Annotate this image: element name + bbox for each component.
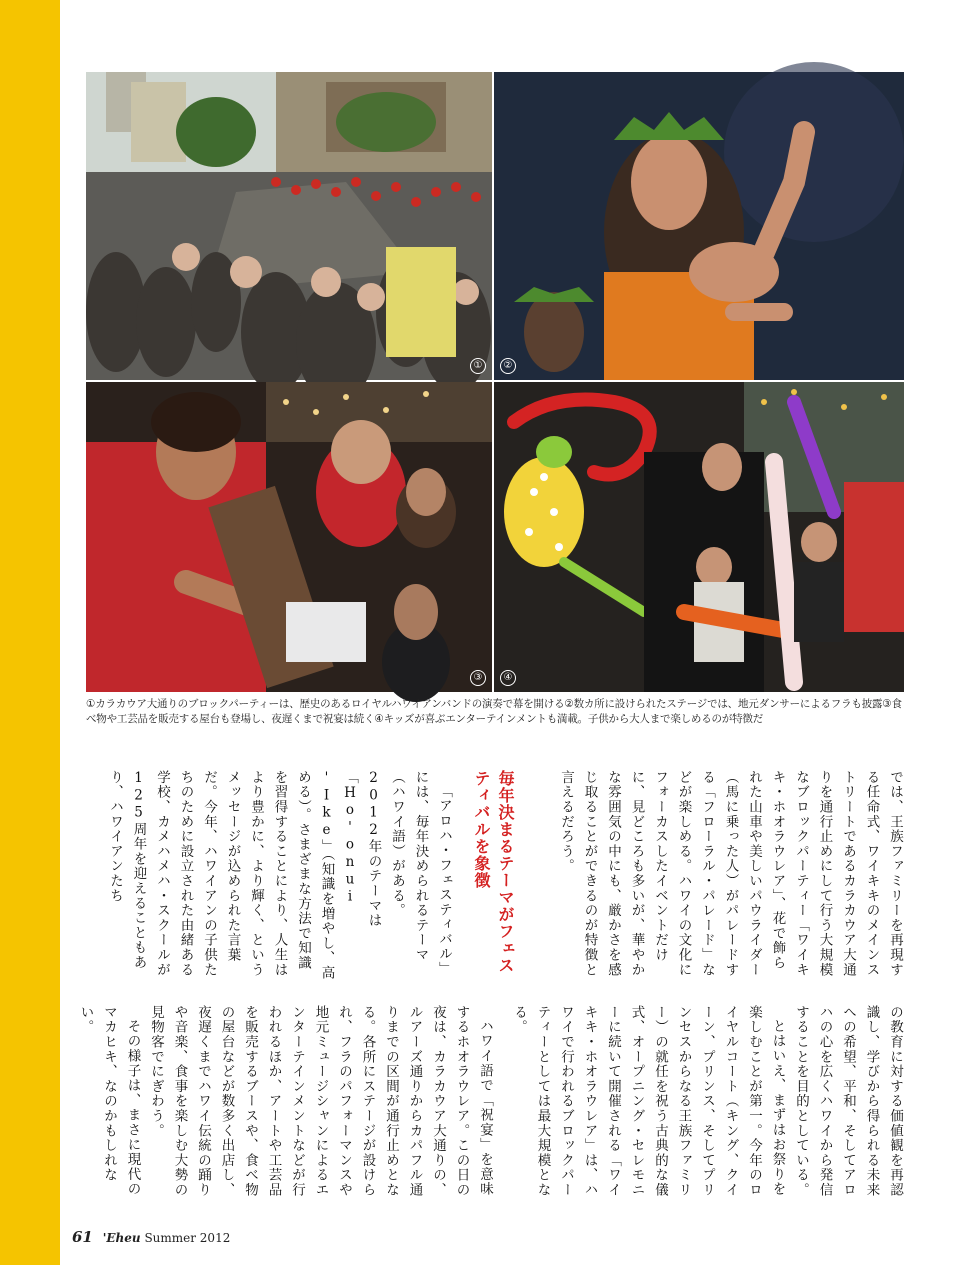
photo-balloon-kids xyxy=(494,382,904,692)
page-number: 61 xyxy=(72,1228,93,1246)
section-heading: 毎年決まるテーマがフェスティバルを象徴 xyxy=(472,770,515,974)
photo-number-2: ② xyxy=(500,358,516,374)
photo-food-stall xyxy=(86,382,492,692)
paragraph: 「アロハ・フェスティバル」には、毎年決められるテーマ（ハワイ語）がある。2012年のテーマは「Ho'onui 'Ike」（知識を増やし、高める）。さまざまな方法で知識を習得することにより、人生はより豊かに、より輝く、というメッセージが込められた言葉だ。今年、ハワイアンの子供たちのために設立された由緒ある学校、カメハメハ・スクールが125周年を迎えることもあり、ハワイアンたち xyxy=(107,770,452,981)
photo-grid xyxy=(86,72,904,692)
paragraph: とはいえ、まずはお祭りを楽しむことが第一。今年のロイヤルコート（キング、クイーン、プリンス、そしてプリンセスからなる王族ファミリー）の就任を祝う古典的な儀式、オープニング・セレモニーに続いて開催される「ワイキキ・ホオラウレア」は、ハワイで行われるブロックパーティーとしては最大規模となる。 xyxy=(511,1005,786,1198)
paragraph: では、王族ファミリーを再現する任命式、ワイキキのメインストリートであるカラカウア大通りを通行止めにして行う大規模なブロックパーティー「ワイキキ・ホオラウレア」、花で飾られた山車や美しいパウライダー（馬に乗った人）がパレードする「フローラル・パレード」などが楽しめる。ハワイの文化にフォーカスしたイベントだけに、見どころも多いが、華やかな雰囲気の中にも、厳かさを感じ取ることができるのが特徴と言えるだろう。 xyxy=(558,770,903,978)
photo-caption: ①カラカウア大通りのブロックパーティーは、歴史のあるロイヤルハワイアンバンドの演奏で幕を開ける②数カ所に設けられたステージでは、地元ダンサーによるフラも披露③食べ物や工芸品を販売する屋台も登場し、夜遅くまで祝宴は続く④キッズが喜ぶエンターテインメントも満載。子供から大人まで楽しめるのが特徴だ xyxy=(86,698,902,725)
paragraph: ハワイ語で「祝宴」を意味するホオラウレア。この日の夜は、カラカウア大通りの、ルアーズ通りからカパフル通りまでの区間が通行止めとなる。各所にステージが設けられ、フラのパフォーマンスや地元ミュージシャンによるエンターテインメントなどが行われるほか、アートや工芸品を販売するブースや、食べ物の屋台などが数多く出店し、夜遅くまでハワイ伝統の踊りや音楽、食事を楽しむ大勢の見物客でにぎわう。 xyxy=(148,1005,493,1198)
photo-number-3: ③ xyxy=(470,670,486,686)
yellow-margin-bar xyxy=(0,0,60,1265)
photo-number-4: ④ xyxy=(500,670,516,686)
issue-label: Summer 2012 xyxy=(144,1231,231,1245)
magazine-name: 'Eheu xyxy=(102,1231,141,1245)
photo-hula-dancer xyxy=(494,72,904,380)
paragraph: の教育に対する価値観を再認識し、学びから得られる未来への希望、平和、そしてアロハの心を広くハワイから発信することを目的としている。 xyxy=(793,1005,903,1198)
body-text-upper-left xyxy=(107,770,455,985)
page-footer xyxy=(72,1228,230,1246)
body-text-lower-right xyxy=(496,1005,906,1200)
photo-number-1: ① xyxy=(470,358,486,374)
paragraph: その様子は、まさに現代のマカヒキ、なのかもしれない。 xyxy=(77,1005,141,1197)
lower-text-block xyxy=(77,1005,906,1200)
body-text-lower-left xyxy=(77,1005,496,1200)
upper-text-block xyxy=(86,770,906,985)
photo-street-band xyxy=(86,72,492,380)
body-text-upper-right xyxy=(531,770,906,985)
